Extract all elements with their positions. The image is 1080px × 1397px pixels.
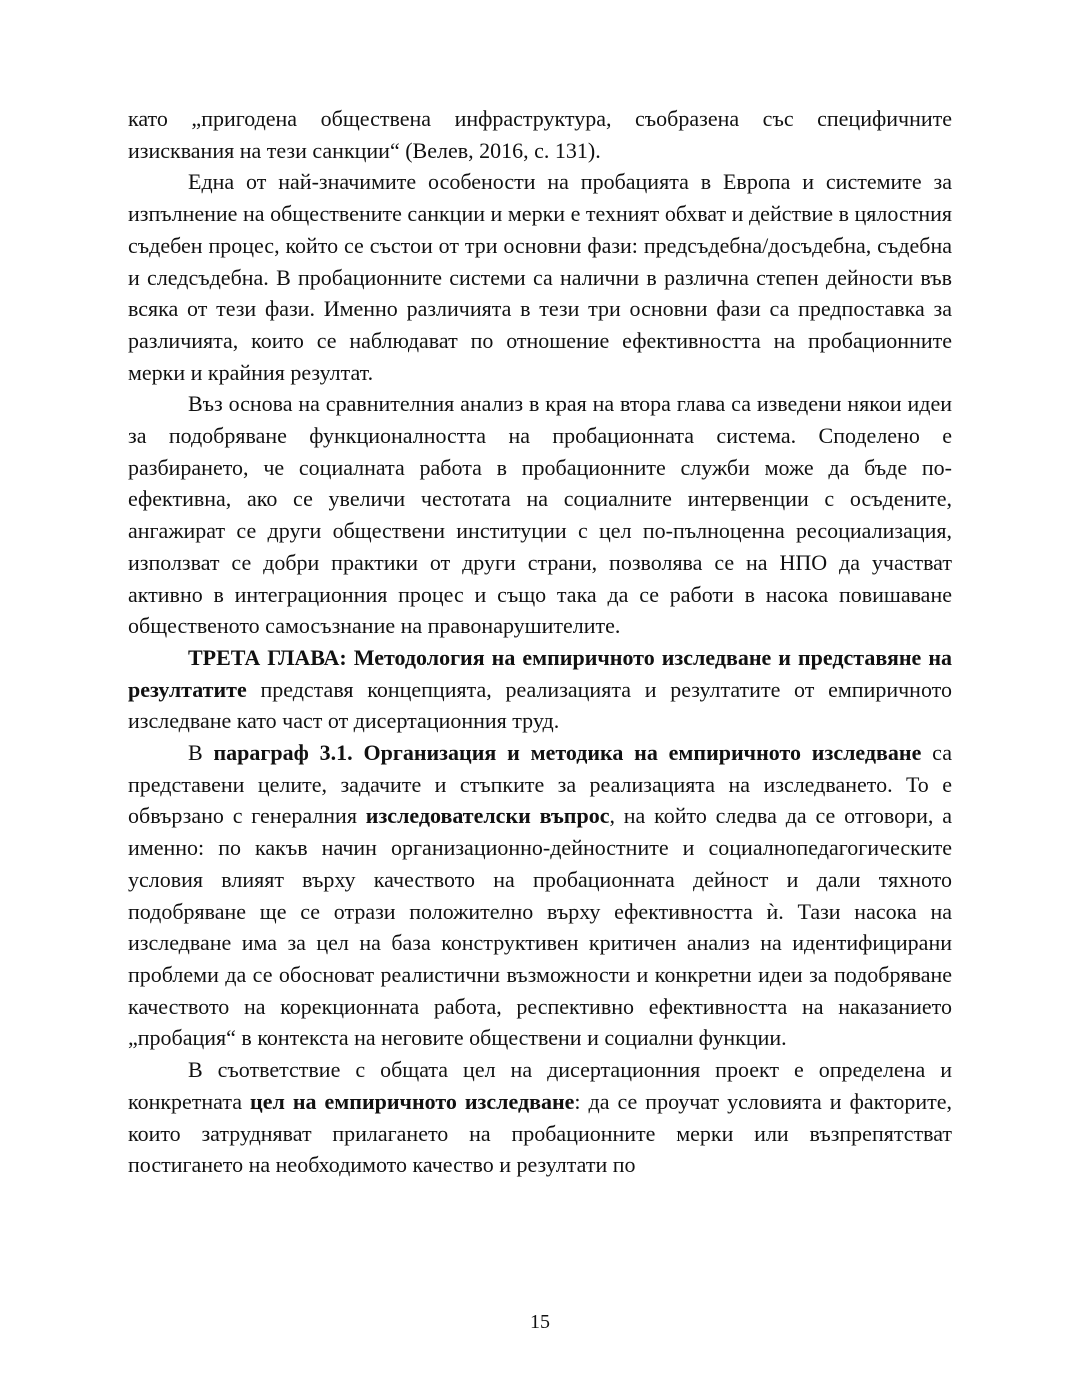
- paragraph-probation-europe: Една от най-значимите особености на пробацията в Европа и системите за изпълнение на обществените санкции и мерки е техният обхват и действие в цялостния съдебен процес, който се състои от три основни фази: предсъдебна/досъдебна, съдебна и следсъдебна. В пробационните системи са налични в различна степен дейности във всяка от тези фази. Именно различията в тези три основни фази са предпоставка за различията, които се наблюдават по отношение ефективността на пробационните мерки и крайния резултат.: [128, 169, 952, 385]
- page-number: 15: [530, 1311, 550, 1333]
- paragraph-continuation: като „пригодена обществена инфраструктура, съобразена със специфичните изисквания на тези санкции“ (Велев, 2016, с. 131).: [128, 106, 952, 163]
- paragraph-chapter-three: [128, 642, 952, 737]
- section-3-1-lead: В: [188, 740, 214, 766]
- section-3-1-text-b: , на който следва да се отговори, а именно: по какъв начин организационно-дейностните и социалнопедагогическите условия влияят върху качеството на пробационната дейност и дали тяхното подобряване ще се отрази положително върху ефективността ѝ. Тази насока на изследване има за цел на база конструктивен критичен анализ на идентифицирани проблеми да се обосноват реалистични възможности и конкретни идеи за подобряване качеството на корекционната работа, респективно ефективността на наказанието „пробация“ в контекста на неговите обществени и социални функции.: [128, 803, 953, 1051]
- paragraph-section-3-1: [128, 737, 952, 1054]
- empirical-goal-text: : да се проучат условията и факторите, които затрудняват прилагането на пробационните мерки или възпрепятстват постигането на необходимото качество и резултати по: [128, 1088, 952, 1178]
- empirical-goal-term: цел на емпиричното изследване: [250, 1088, 575, 1114]
- paragraph-comparative-analysis: Въз основа на сравнителния анализ в края на втора глава са изведени някои идеи за подобряване функционалността на пробационната система. Споделено е разбирането, че социалната работа в пробационните служби може да бъде по-ефективна, ако се увеличи честотата на социалните интервенции с осъдените, ангажират се други обществени институции с цел по-пълноценна ресоциализация, използват се добри практики от други страни, позволява се на НПО да участват активно в интеграционния процес и също така да се работи в насока повишаване общественото самосъзнание на правонарушителите.: [128, 391, 952, 639]
- empirical-goal-lead: В съответствие с общата цел на дисертационния проект е определена и конкретната: [128, 1057, 952, 1114]
- chapter-three-text: представя концепцията, реализацията и резултатите от емпиричното изследване като част от дисертационния труд.: [128, 676, 952, 734]
- paragraph-empirical-goal: [128, 1054, 952, 1181]
- section-3-1-text-a: са представени целите, задачите и стъпките за реализацията на изследването. То е обвързано с генералния: [128, 740, 952, 829]
- research-question-term: изследователски въпрос: [365, 803, 610, 829]
- document-page: [128, 103, 952, 1181]
- section-3-1-heading: параграф 3.1. Организация и методика на емпиричното изследване: [213, 740, 922, 766]
- chapter-three-heading: ТРЕТА ГЛАВА: Методология на емпиричното изследване и представяне на резултатите: [128, 644, 952, 702]
